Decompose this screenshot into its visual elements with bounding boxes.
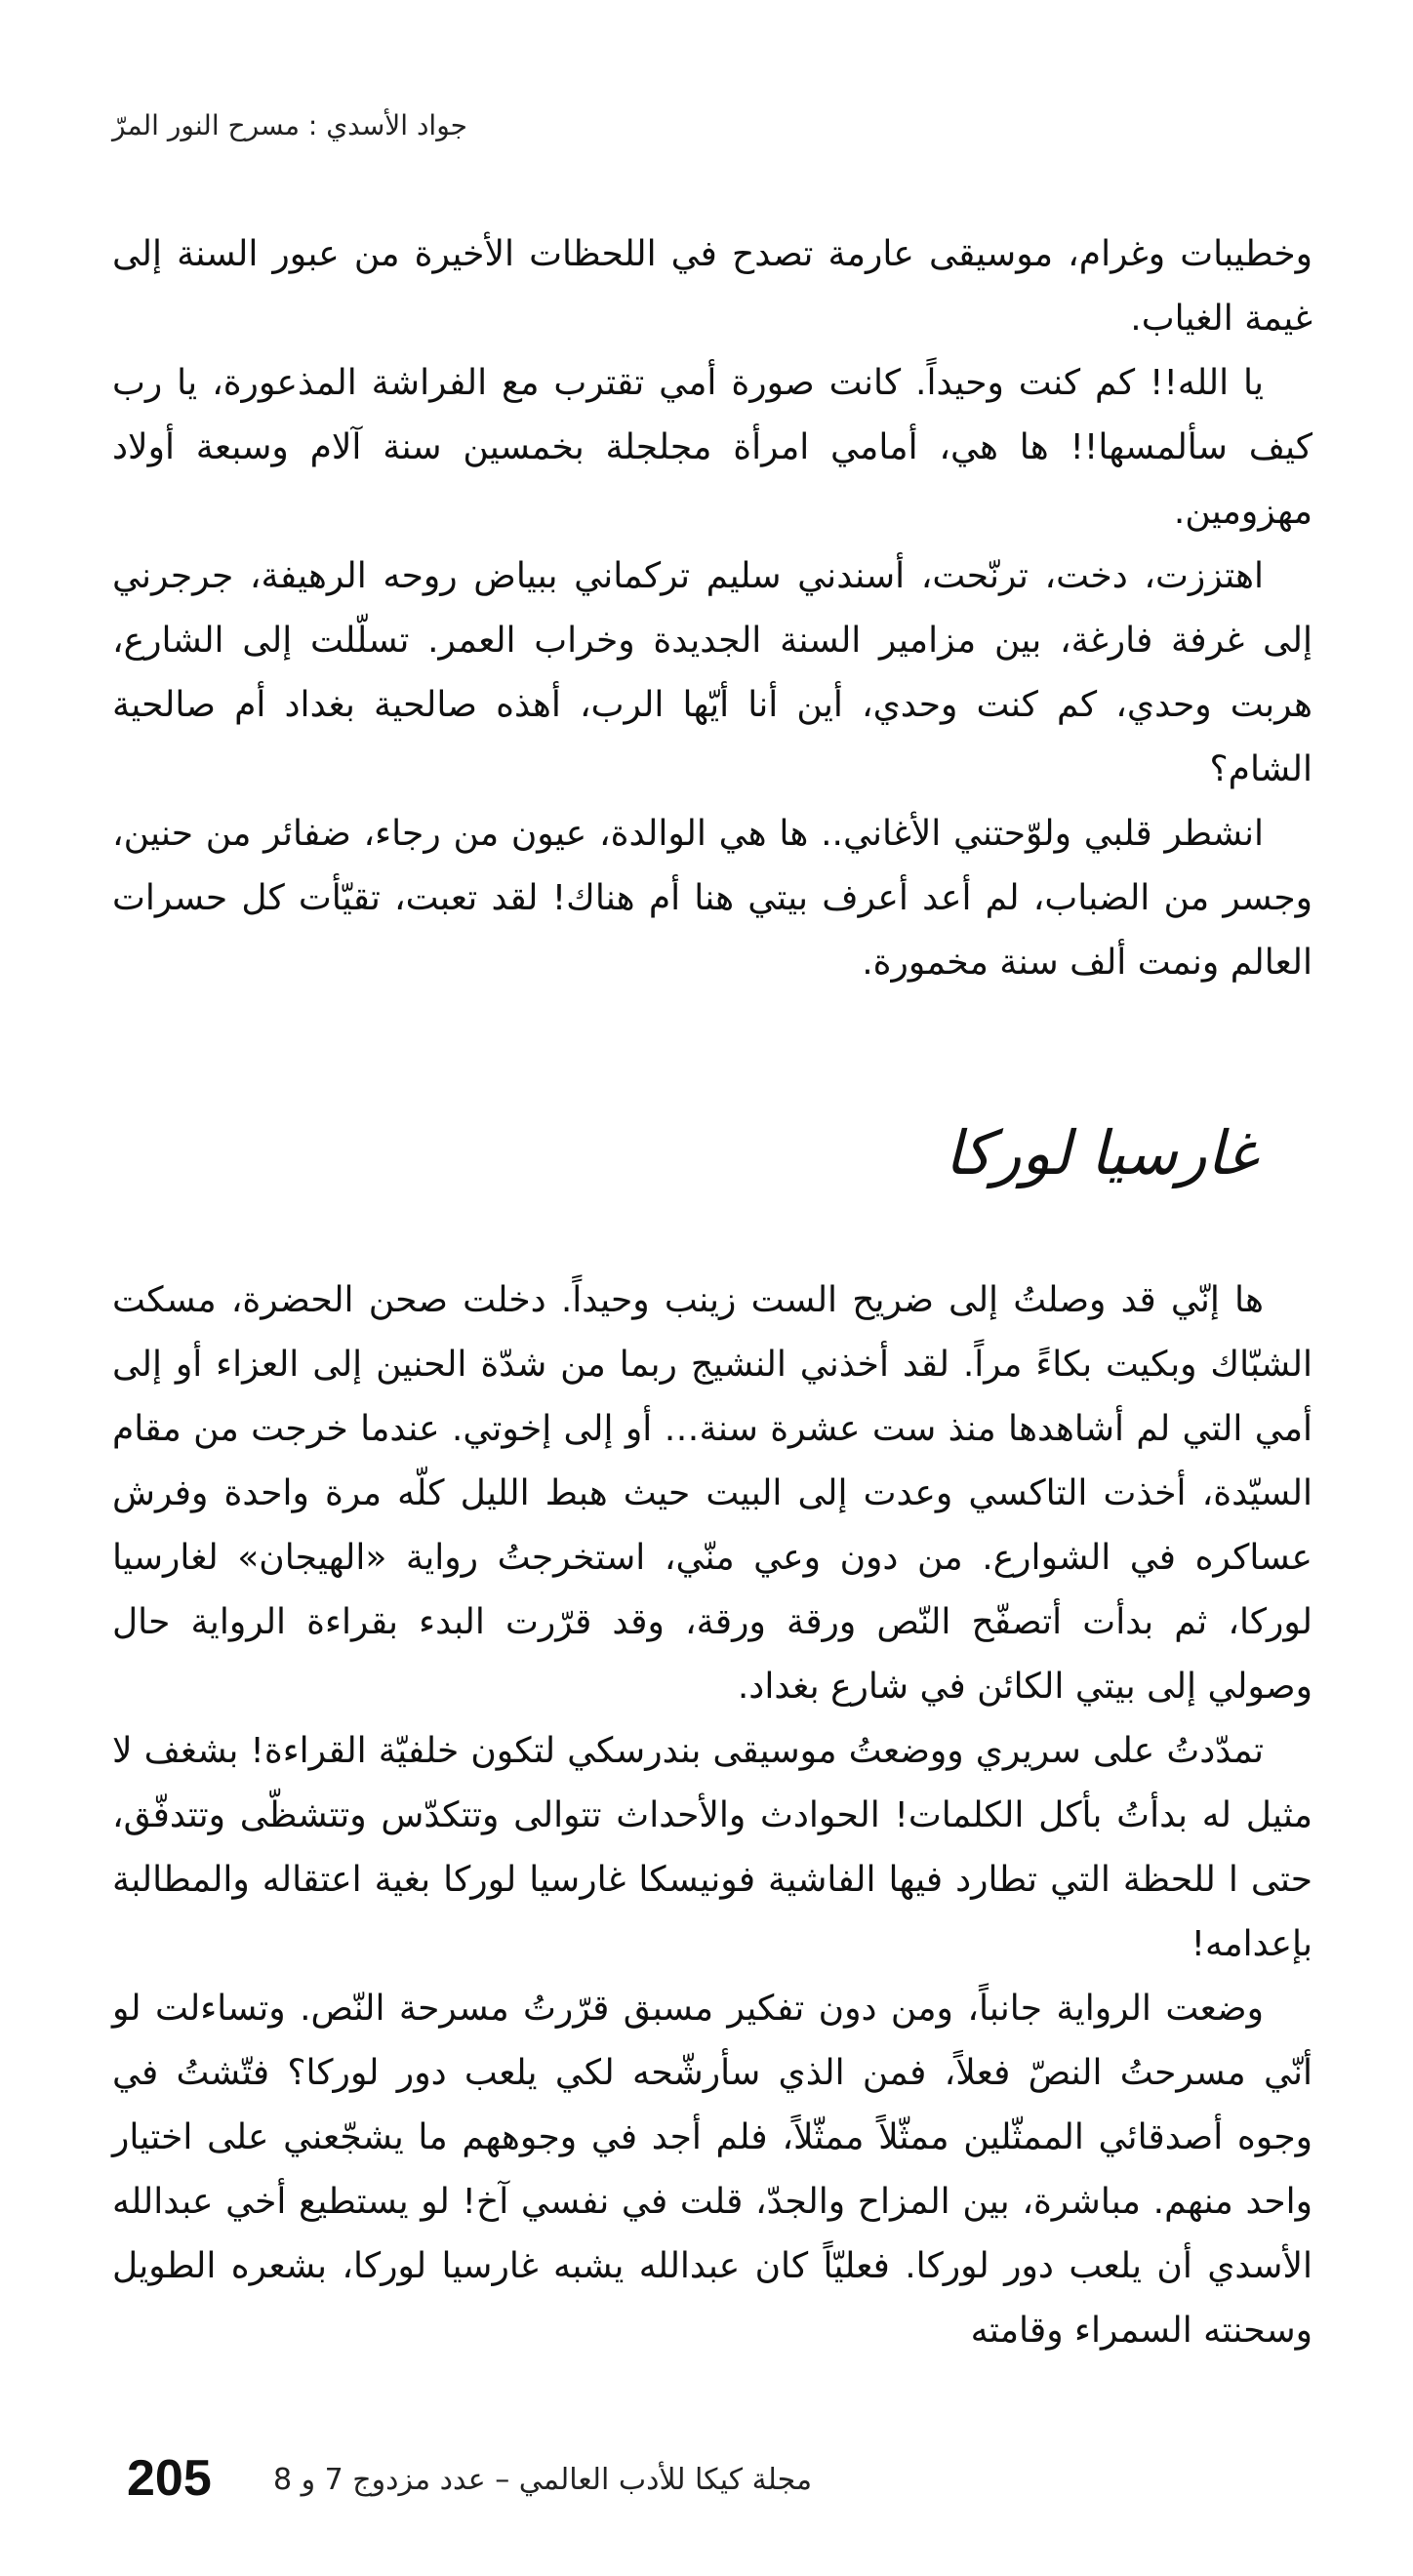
journal-name: مجلة كيكا للأدب العالمي – عدد مزدوج 7 و 8 — [273, 2463, 813, 2497]
paragraph: انشطر قلبي ولوّحتني الأغاني.. ها هي الوالدة، عيون من رجاء، ضفائر من حنين، وجسر من الضباب، لم أعد أعرف بيتي هنا أم هناك! لقد تعبت، تقيّأت كل حسرات العالم ونمت ألف سنة مخمورة. — [112, 814, 1312, 983]
paragraph: يا الله!! كم كنت وحيداً. كانت صورة أمي تقترب مع الفراشة المذعورة، يا رب كيف سألمسها!! ها هي، أمامي امرأة مجلجلة بخمسين سنة آلام وسبعة أولاد مهزومين. — [112, 363, 1312, 532]
text-block-bottom — [112, 1268, 1312, 2363]
section-title: غارسيا لوركا — [945, 1117, 1257, 1188]
text-block-top — [112, 222, 1312, 995]
paragraph: وخطيبات وغرام، موسيقى عارمة تصدح في اللحظات الأخيرة من عبور السنة إلى غيمة الغياب. — [112, 234, 1312, 339]
running-header: جواد الأسدي : مسرح النور المرّ — [112, 109, 467, 141]
paragraph: وضعت الرواية جانباً، ومن دون تفكير مسبق قرّرتُ مسرحة النّص. وتساءلت لو أنّي مسرحتُ النصّ فعلاً، فمن الذي سأرشّحه لكي يلعب دور لوركا؟ فتّشتُ في وجوه أصدقائي الممثّلين ممثّلاً ممثّلاً، فلم أجد في وجوههم ما يشجّعني على اختيار واحد منهم. مباشرة، بين المزاح والجدّ، قلت في نفسي آخ! لو يستطيع أخي عبدالله الأسدي أن يلعب دور لوركا. فعليّاً كان عبدالله يشبه غارسيا لوركا، بشعره الطويل وسحنته السمراء وقامته — [112, 1989, 1312, 2351]
page-number: 205 — [127, 2450, 212, 2507]
paragraph: ها إنّي قد وصلتُ إلى ضريح الست زينب وحيداً. دخلت صحن الحضرة، مسكت الشبّاك وبكيت بكاءً مراً. لقد أخذني النشيج ربما من شدّة الحنين إلى العزاء أو إلى أمي التي لم أشاهدها منذ ست عشرة سنة… أو إلى إخوتي. عندما خرجت من مقام السيّدة، أخذت التاكسي وعدت إلى البيت حيث هبط الليل كلّه مرة واحدة وفرش عساكره في الشوارع. من دون وعي منّي، استخرجتُ رواية «الهيجان» لغارسيا لوركا، ثم بدأت أتصفّح النّص ورقة ورقة، وقد قرّرت البدء بقراءة الرواية حال وصولي إلى بيتي الكائن في شارع بغداد. — [112, 1280, 1312, 1707]
paragraph: اهتززت، دخت، ترنّحت، أسندني سليم تركماني ببياض روحه الرهيفة، جرجرني إلى غرفة فارغة، بين مزامير السنة الجديدة وخراب العمر. تسلّلت إلى الشارع، هربت وحدي، كم كنت وحدي، أين أنا أيّها الرب، أهذه صالحية بغداد أم صالحية الشام؟ — [112, 556, 1312, 789]
paragraph: تمدّدتُ على سريري ووضعتُ موسيقى بندرسكي لتكون خلفيّة القراءة! بشغف لا مثيل له بدأتُ بأكل الكلمات! الحوادث والأحداث تتوالى وتتكدّس وتتشظّى وتتدفّق، حتى ا للحظة التي تطارد فيها الفاشية فونيسكا غارسيا لوركا بغية اعتقاله والمطالبة بإعدامه! — [112, 1731, 1312, 1964]
